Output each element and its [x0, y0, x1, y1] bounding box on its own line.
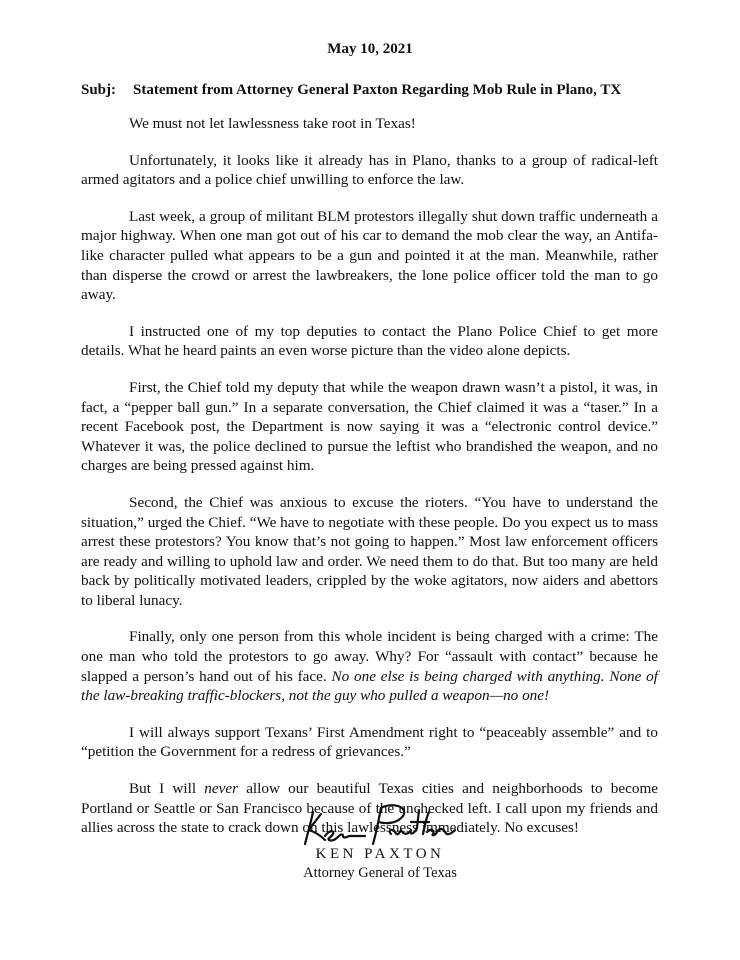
paragraph-text: allow our beautiful Texas cities and neighborhoods to become Portland or Seattle or San Francisco because of the unchecked left. I call upon my friends and allies across the state to crack down on this lawlessness immediately. No excuses! — [81, 780, 658, 837]
subject-line — [81, 82, 621, 99]
paragraph-text: Unfortunately, it looks like it already has in Plano, thanks to a group of radical-left armed agitators and a police chief unwilling to enforce the law. — [81, 151, 658, 189]
paragraph-1 — [81, 114, 658, 134]
letter-date: May 10, 2021 — [327, 41, 413, 57]
paragraph-text: We must not let lawlessness take root in Texas! — [129, 115, 416, 132]
paragraph-4 — [81, 322, 658, 361]
paragraph-text: First, the Chief told my deputy that while the weapon drawn wasn’t a pistol, it was, in fact, a “pepper ball gun.” In a separate conversation, the Chief claimed it was a “taser.” In a recent Facebook post, the Department is now saying it was a “electronic control device.” Whatever it was, the police declined to pursue the leftist who brandished the weapon, and no charges are being pressed against him. — [81, 378, 658, 475]
paragraph-5 — [81, 378, 658, 476]
signer-name: KEN PAXTON — [315, 846, 445, 862]
subject-label: Subj: — [81, 82, 117, 98]
paragraph-7 — [81, 627, 658, 705]
paragraph-8 — [81, 723, 658, 762]
paragraph-2 — [81, 151, 658, 190]
paragraph-text: Finally, only one person from this whole incident is being charged with a crime: The one man who told the protestors to go away. Why? For “assault with contact” because he slapped a person’s hand out of his face. — [81, 628, 658, 685]
letter-body — [81, 114, 658, 855]
paragraph-6 — [81, 493, 658, 611]
paragraph-3 — [81, 207, 658, 305]
paragraph-italic-text: never — [204, 780, 238, 798]
subject-text: Statement from Attorney General Paxton Regarding Mob Rule in Plano, TX — [133, 82, 622, 98]
paragraph-text: Last week, a group of militant BLM protestors illegally shut down traffic underneath a major highway. When one man got out of his car to demand the mob clear the way, an Antifa-like character pulled what appears to be a gun and pointed it at the man. Meanwhile, rather than disperse the crowd or arrest the lawbreakers, the lone police officer told the man to go away. — [81, 207, 658, 304]
paragraph-text: But I will — [129, 780, 205, 798]
paragraph-italic-text: No one else is being charged with anything. None of the law-breaking traffic-blockers, not the guy who pulled a weapon—no one! — [81, 667, 658, 705]
paragraph-text: I instructed one of my top deputies to contact the Plano Police Chief to get more details. What he heard paints an even worse picture than the video alone depicts. — [81, 322, 658, 360]
handwritten-signature — [295, 800, 465, 850]
paragraph-text: I will always support Texans’ First Amendment right to “peaceably assemble” and to “petition the Government for a redress of grievances.” — [81, 723, 658, 761]
signature-block — [280, 800, 480, 882]
paragraph-text: Second, the Chief was anxious to excuse the rioters. “You have to understand the situation,” urged the Chief. “We have to negotiate with these people. Do you expect us to mass arrest these protestors? You know that’s not going to happen.” Most law enforcement officers are ready and willing to uphold law and order. We need them to do that. But too many are held back by politically motivated leaders, crippled by the woke agitators, now aiders and abettors to liberal lunacy. — [81, 493, 658, 609]
signer-title: Attorney General of Texas — [303, 865, 457, 881]
